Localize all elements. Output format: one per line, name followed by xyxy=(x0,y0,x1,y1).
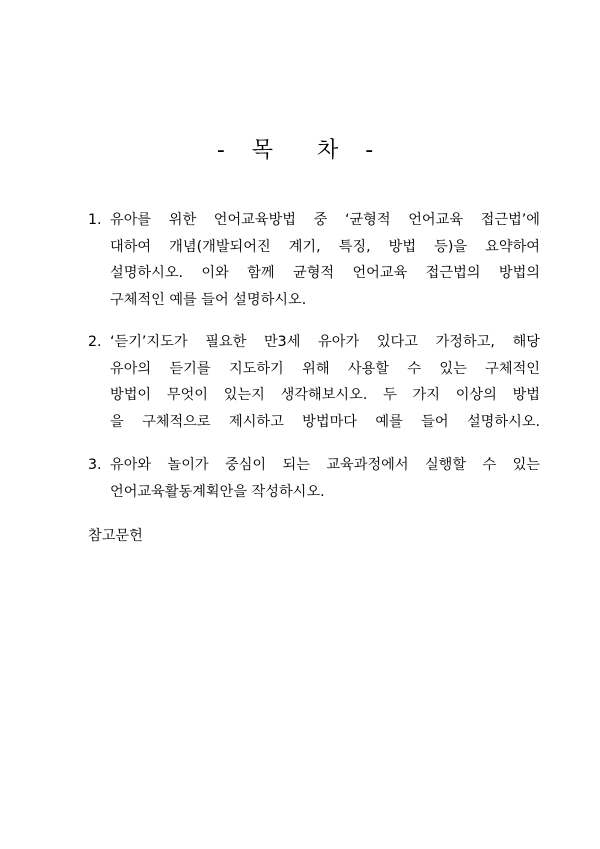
item-text xyxy=(110,207,540,313)
item-text xyxy=(110,329,540,435)
item-number: 2. xyxy=(88,334,102,350)
item-number: 3. xyxy=(88,457,102,473)
item-line: 유아를 위한 언어교육방법 중 ‘균형적 언어교육 접근법’에 xyxy=(110,212,540,228)
toc-title: - 목 차 - xyxy=(216,138,384,163)
item-line: 대하여 개념(개발되어진 계기, 특징, 방법 등)을 요약하여 xyxy=(110,238,540,255)
item-line: 유아와 놀이가 중심이 되는 교육과정에서 실행할 수 있는 xyxy=(110,457,540,473)
item-line: 을 구체적으로 제시하고 방법마다 예를 들어 설명하시오. xyxy=(110,413,540,430)
item-line: 구체적인 예를 들어 설명하시오. xyxy=(110,291,307,308)
references-heading: 참고문헌 xyxy=(88,528,143,544)
item-number: 1. xyxy=(88,212,102,228)
item-line: ‘듣기’지도가 필요한 만3세 유아가 있다고 가정하고, 해당 xyxy=(110,334,540,350)
item-text xyxy=(110,452,540,505)
toc-item-2 xyxy=(88,329,540,435)
item-line: 언어교육활동계획안을 작성하시오. xyxy=(110,483,325,500)
toc-item-3 xyxy=(88,452,540,505)
item-line: 설명하시오. 이와 함께 균형적 언어교육 접근법의 방법의 xyxy=(110,265,540,281)
item-line: 방법이 무엇이 있는지 생각해보시오. 두 가지 이상의 방법 xyxy=(110,387,540,403)
toc-item-1 xyxy=(88,207,540,313)
item-line: 유아의 듣기를 지도하기 위해 사용할 수 있는 구체적인 xyxy=(110,360,540,377)
